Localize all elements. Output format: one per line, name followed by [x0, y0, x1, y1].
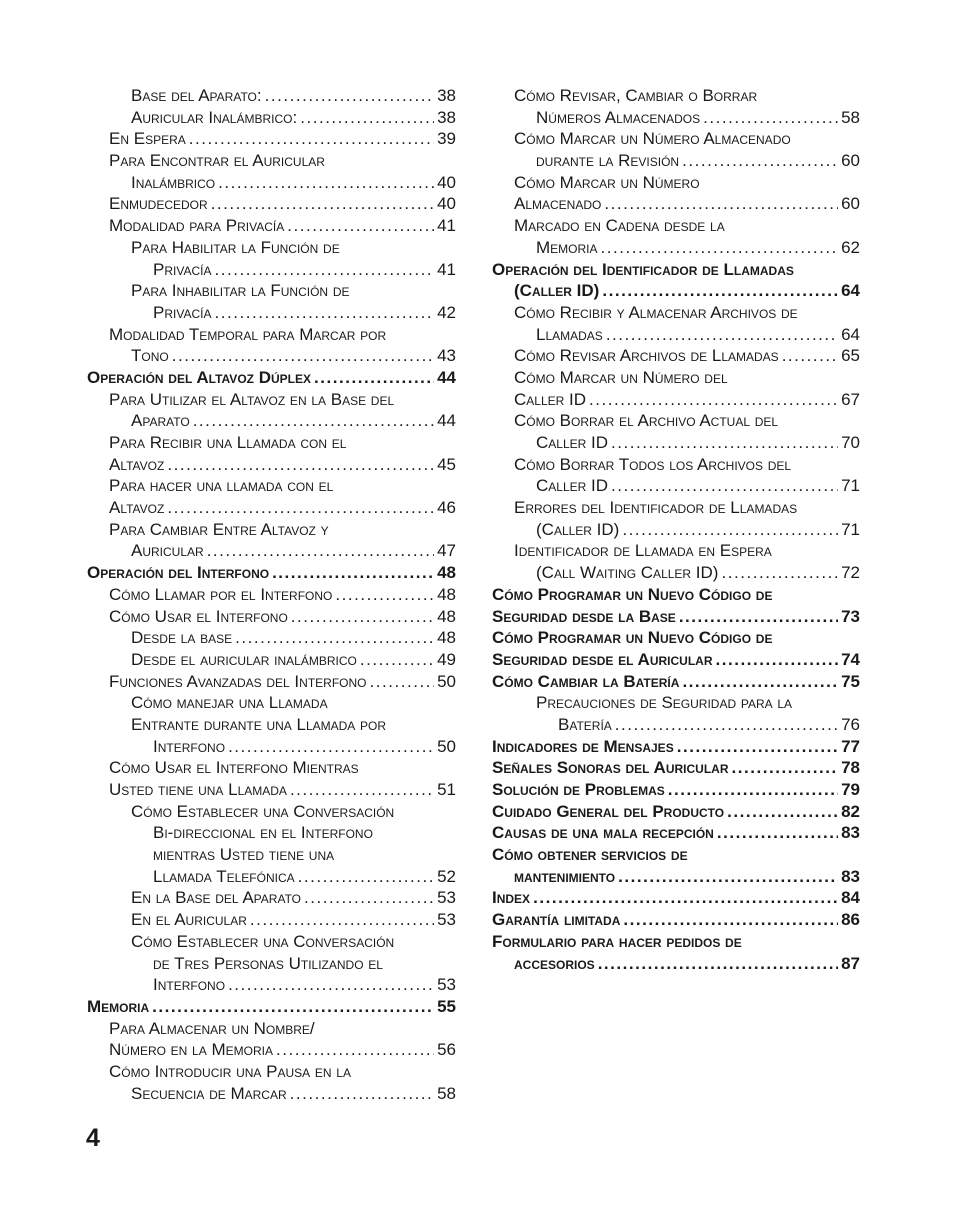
toc-section-entry — [492, 822, 860, 844]
toc-section-entry — [492, 757, 860, 779]
dot-leader — [604, 193, 838, 215]
toc-entry-title: Cómo manejar una Llamada — [131, 693, 328, 713]
toc-section-entry — [87, 367, 456, 389]
toc-entry-title: Memoria — [536, 237, 598, 257]
toc-page-number: 65 — [841, 346, 860, 366]
toc-entry-title: Operación del Altavoz Dúplex — [87, 367, 311, 387]
toc-entry-title: Para Almacenar un Nombre/ — [109, 1018, 315, 1038]
toc-entry-title: Cómo Introducir una Pausa en la — [109, 1061, 351, 1081]
toc-entry-title: Modalidad para Privacía — [109, 216, 285, 236]
dot-leader — [682, 671, 838, 693]
toc-entry — [87, 172, 456, 194]
toc-entry — [87, 606, 456, 628]
toc-entry-title: Precauciones de Seguridad para la — [536, 693, 793, 713]
toc-section-entry — [492, 627, 860, 649]
toc-page-number: 86 — [841, 910, 860, 930]
toc-page-number: 73 — [841, 606, 860, 626]
toc-entry-title: En la Base del Aparato — [131, 888, 302, 908]
toc-entry — [492, 302, 860, 324]
toc-entry — [492, 432, 860, 454]
toc-entry-title: Aparato — [131, 411, 190, 431]
dot-leader — [152, 996, 434, 1018]
dot-leader — [622, 519, 838, 541]
toc-page-number: 49 — [437, 649, 456, 669]
toc-entry-title: Para hacer una llamada con el — [109, 476, 334, 496]
toc-entry — [492, 454, 860, 476]
toc-page-number: 77 — [841, 736, 860, 756]
toc-entry-title: Privacía — [153, 259, 212, 279]
toc-entry — [492, 497, 860, 519]
toc-entry-title: Auricular — [131, 541, 204, 561]
toc-entry-title: Llamada Telefónica — [153, 866, 295, 886]
toc-entry-title: Cómo Marcar un Número — [514, 172, 700, 192]
toc-entry — [492, 519, 860, 541]
dot-leader — [533, 887, 838, 909]
toc-entry — [87, 887, 456, 909]
toc-page-number: 82 — [841, 801, 860, 821]
dot-leader — [228, 736, 434, 758]
toc-entry — [492, 128, 860, 150]
toc-page-number: 87 — [841, 953, 860, 973]
toc-section-entry — [492, 584, 860, 606]
toc-entry-title: Cómo Llamar por el Interfono — [109, 584, 333, 604]
dot-leader — [235, 627, 434, 649]
toc-entry — [87, 215, 456, 237]
toc-page-number: 55 — [437, 996, 456, 1016]
toc-page-number: 74 — [841, 649, 860, 669]
toc-entry — [87, 237, 456, 259]
dot-leader — [611, 475, 838, 497]
toc-entry-title: Enmudecedor — [109, 194, 208, 214]
toc-page-number: 60 — [841, 151, 860, 171]
dot-leader — [250, 909, 434, 931]
toc-page-number: 44 — [437, 367, 456, 387]
toc-entry-title: Cómo Establecer una Conversación — [131, 801, 395, 821]
toc-entry-title: Para Encontrar el Auricular — [109, 151, 325, 171]
toc-entry-title: Señales Sonoras del Auricular — [492, 758, 729, 778]
dot-leader — [189, 128, 434, 150]
toc-entry-title: Cómo Borrar el Archivo Actual del — [514, 411, 779, 431]
toc-section-entry — [87, 996, 456, 1018]
toc-entry-title: Cómo Revisar, Cambiar o Borrar — [514, 86, 758, 105]
toc-entry-title: Cómo Borrar Todos los Archivos del — [514, 454, 792, 474]
toc-entry-title: (Call Waiting Caller ID) — [536, 563, 719, 583]
toc-entry-title: Cómo Programar un Nuevo Código de — [492, 628, 773, 648]
dot-leader — [369, 671, 434, 693]
toc-page-number: 53 — [437, 910, 456, 930]
toc-entry-title: Cómo Recibir y Almacenar Archivos de — [514, 302, 798, 322]
dot-leader — [291, 606, 434, 628]
toc-section-entry — [492, 259, 860, 281]
toc-entry — [492, 540, 860, 562]
dot-leader — [214, 302, 434, 324]
toc-entry-title: Batería — [558, 714, 612, 734]
dot-leader — [314, 367, 434, 389]
dot-leader — [207, 540, 434, 562]
toc-page-number: 53 — [437, 888, 456, 908]
dot-leader — [290, 779, 434, 801]
toc-entry-title: durante la Revisión — [536, 151, 680, 171]
toc-page-number: 40 — [437, 172, 456, 192]
toc-section-entry — [492, 606, 860, 628]
toc-section-entry — [492, 649, 860, 671]
dot-leader — [589, 389, 838, 411]
toc-entry — [87, 757, 456, 779]
toc-section-entry — [492, 887, 860, 909]
toc-entry-title: Formulario para hacer pedidos de — [492, 931, 742, 951]
toc-entry-title: Para Cambiar Entre Altavoz y — [109, 519, 329, 539]
toc-entry — [87, 779, 456, 801]
toc-entry — [87, 345, 456, 367]
toc-page-number: 48 — [437, 606, 456, 626]
toc-entry — [87, 107, 456, 129]
toc-column-right — [492, 85, 860, 974]
dot-leader — [611, 432, 838, 454]
toc-section-entry — [492, 844, 860, 866]
toc-entry-title: Para Recibir una Llamada con el — [109, 433, 347, 452]
toc-entry — [87, 519, 456, 541]
toc-section-entry — [492, 779, 860, 801]
toc-entry — [87, 1018, 456, 1040]
toc-entry-title: mantenimiento — [514, 866, 616, 886]
toc-section-entry — [492, 931, 860, 953]
dot-leader — [335, 584, 434, 606]
toc-entry-title: Inalámbrico — [131, 172, 216, 192]
toc-section-entry — [87, 562, 456, 584]
toc-entry — [87, 302, 456, 324]
toc-entry — [492, 345, 860, 367]
toc-page-number: 48 — [437, 584, 456, 604]
toc-entry — [87, 454, 456, 476]
toc-entry-title: Seguridad desde la Base — [492, 606, 676, 626]
toc-page-number: 58 — [841, 107, 860, 127]
toc-entry — [492, 215, 860, 237]
dot-leader — [623, 909, 838, 931]
toc-entry — [87, 1039, 456, 1061]
toc-entry — [87, 193, 456, 215]
dot-leader — [298, 866, 434, 888]
dot-leader — [679, 606, 838, 628]
dot-leader — [304, 887, 434, 909]
toc-entry-title: Errores del Identificador de Llamadas — [514, 498, 798, 518]
dot-leader — [682, 150, 838, 172]
toc-entry-title: Para Utilizar el Altavoz en la Base del — [109, 389, 395, 409]
toc-page-number: 38 — [437, 86, 456, 105]
toc-page-number: 70 — [841, 433, 860, 452]
dot-leader — [300, 107, 434, 129]
toc-entry — [87, 692, 456, 714]
toc-page-number: 53 — [437, 975, 456, 995]
toc-entry — [87, 497, 456, 519]
dot-leader — [218, 172, 434, 194]
toc-entry — [87, 389, 456, 411]
toc-page-number: 75 — [841, 671, 860, 691]
toc-entry-title: Marcado en Cadena desde la — [514, 216, 725, 236]
dot-leader — [606, 324, 838, 346]
toc-entry — [492, 389, 860, 411]
toc-entry-title: accesorios — [514, 953, 595, 973]
dot-leader — [732, 757, 839, 779]
dot-leader — [167, 454, 434, 476]
toc-entry-title: Número en la Memoria — [109, 1040, 273, 1060]
toc-entry-title: Secuencia de Marcar — [131, 1083, 287, 1103]
toc-entry-title: Cómo Programar un Nuevo Código de — [492, 584, 773, 604]
toc-page-number: 72 — [841, 563, 860, 583]
toc-entry — [492, 714, 860, 736]
toc-entry — [87, 1061, 456, 1083]
toc-entry — [87, 844, 456, 866]
dot-leader — [287, 215, 434, 237]
dot-leader — [615, 714, 838, 736]
page-number: 4 — [86, 1124, 100, 1152]
dot-leader — [703, 107, 838, 129]
toc-entry-title: Cómo Establecer una Conversación — [131, 931, 395, 951]
toc-page-number: 50 — [437, 671, 456, 691]
toc-entry — [87, 866, 456, 888]
dot-leader — [717, 822, 838, 844]
toc-page-number: 44 — [437, 411, 456, 431]
dot-leader — [228, 974, 434, 996]
toc-entry-title: Para Habilitar la Función de — [131, 237, 340, 257]
toc-entry — [492, 193, 860, 215]
toc-entry-title: Usted tiene una Llamada — [109, 780, 287, 799]
toc-entry-title: Cómo Marcar un Número del — [514, 367, 728, 387]
dot-leader — [677, 736, 838, 758]
toc-section-entry — [492, 909, 860, 931]
toc-section-entry — [492, 280, 860, 302]
toc-page-number: 47 — [437, 541, 456, 561]
toc-entry — [87, 475, 456, 497]
toc-page-number: 56 — [437, 1040, 456, 1060]
dot-leader — [167, 497, 434, 519]
toc-entry — [87, 714, 456, 736]
dot-leader — [276, 1039, 434, 1061]
toc-entry — [492, 367, 860, 389]
toc-section-entry — [492, 866, 860, 888]
toc-page-number: 48 — [437, 628, 456, 648]
toc-entry-title: Almacenado — [514, 194, 602, 214]
toc-page-number: 64 — [841, 324, 860, 344]
toc-entry — [87, 649, 456, 671]
toc-entry-title: Desde la base — [131, 628, 233, 648]
toc-entry-title: Tono — [131, 346, 169, 366]
dot-leader — [214, 259, 434, 281]
toc-entry — [87, 953, 456, 975]
toc-entry-title: Altavoz — [109, 498, 165, 518]
toc-section-entry — [492, 801, 860, 823]
toc-page-number: 58 — [437, 1083, 456, 1103]
dot-leader — [272, 562, 434, 584]
toc-entry-title: Privacía — [153, 302, 212, 322]
toc-entry — [87, 909, 456, 931]
toc-page-number: 39 — [437, 129, 456, 149]
toc-page-number: 46 — [437, 498, 456, 518]
toc-entry — [492, 562, 860, 584]
toc-entry-title: Cómo obtener servicios de — [492, 845, 688, 865]
toc-entry — [492, 410, 860, 432]
toc-entry — [87, 280, 456, 302]
toc-entry — [87, 627, 456, 649]
toc-entry-title: Cómo Revisar Archivos de Llamadas — [514, 346, 779, 366]
toc-page-number: 60 — [841, 194, 860, 214]
toc-entry — [492, 172, 860, 194]
toc-entry — [87, 584, 456, 606]
toc-entry — [87, 128, 456, 150]
toc-entry-title: Solución de Problemas — [492, 780, 665, 799]
toc-entry-title: mientras Usted tiene una — [153, 845, 335, 865]
toc-page-number: 64 — [841, 281, 860, 301]
toc-entry-title: Caller ID — [514, 389, 587, 409]
toc-entry-title: Causas de una mala recepción — [492, 823, 714, 843]
toc-entry-title: Caller ID — [536, 433, 609, 452]
dot-leader — [716, 649, 839, 671]
toc-page-number: 84 — [841, 888, 860, 908]
toc-entry — [87, 85, 456, 107]
toc-page-number: 76 — [841, 714, 860, 734]
toc-entry-title: En Espera — [109, 129, 186, 149]
toc-entry-title: Modalidad Temporal para Marcar por — [109, 324, 387, 344]
toc-entry-title: Operación del Identificador de Llamadas — [492, 259, 794, 279]
toc-entry-title: Garantía limitada — [492, 910, 621, 930]
toc-entry-title: Auricular Inalámbrico: — [131, 107, 298, 127]
toc-entry-title: Memoria — [87, 996, 150, 1016]
toc-entry-title: Bi-direccional en el Interfono — [153, 823, 373, 843]
toc-page-number: 83 — [841, 866, 860, 886]
toc-section-entry — [492, 671, 860, 693]
toc-page-number: 71 — [841, 476, 860, 496]
toc-entry-title: Seguridad desde el Auricular — [492, 649, 713, 669]
toc-entry — [492, 237, 860, 259]
toc-section-entry — [492, 736, 860, 758]
toc-entry-title: Números Almacenados — [536, 107, 701, 127]
toc-entry-title: Interfono — [153, 736, 226, 756]
toc-entry — [87, 410, 456, 432]
toc-entry-title: Entrante durante una Llamada por — [131, 714, 387, 734]
dot-leader — [290, 1083, 434, 1105]
toc-entry-title: Cuidado General del Producto — [492, 801, 725, 821]
toc-page-number: 38 — [437, 107, 456, 127]
toc-page-number: 62 — [841, 237, 860, 257]
toc-page-number: 41 — [437, 216, 456, 236]
dot-leader — [668, 779, 838, 801]
toc-page-number: 45 — [437, 454, 456, 474]
toc-entry — [87, 150, 456, 172]
toc-page-number: 51 — [437, 780, 456, 799]
toc-page-number: 43 — [437, 346, 456, 366]
dot-leader — [601, 237, 839, 259]
toc-entry-title: Cómo Marcar un Número Almacenado — [514, 129, 791, 149]
toc-entry-title: Indicadores de Mensajes — [492, 736, 674, 756]
toc-entry-title: Interfono — [153, 975, 226, 995]
toc-entry — [87, 324, 456, 346]
toc-entry — [492, 475, 860, 497]
toc-entry — [87, 931, 456, 953]
toc-entry-title: En el Auricular — [131, 910, 247, 930]
dot-leader — [618, 866, 838, 888]
toc-entry-title: Cómo Usar el Interfono — [109, 606, 288, 626]
toc-column-left — [87, 85, 456, 1104]
toc-entry-title: Index — [492, 888, 531, 908]
toc-entry — [492, 150, 860, 172]
toc-page-number: 67 — [841, 389, 860, 409]
toc-entry-title: Desde el auricular inalámbrico — [131, 649, 357, 669]
toc-entry — [87, 671, 456, 693]
toc-entry — [492, 85, 860, 107]
toc-entry-title: Para Inhabilitar la Función de — [131, 281, 350, 301]
toc-entry — [492, 107, 860, 129]
toc-page-number: 79 — [841, 780, 860, 799]
dot-leader — [172, 345, 434, 367]
toc-entry-title: Llamadas — [536, 324, 603, 344]
toc-entry-title: (Caller ID) — [536, 519, 620, 539]
dot-leader — [598, 953, 838, 975]
toc-entry — [87, 801, 456, 823]
toc-entry-title: Altavoz — [109, 454, 165, 474]
toc-entry-title: Identificador de Llamada en Espera — [514, 541, 772, 561]
toc-section-entry — [492, 953, 860, 975]
toc-page-number: 40 — [437, 194, 456, 214]
dot-leader — [360, 649, 434, 671]
toc-entry — [87, 822, 456, 844]
toc-entry — [87, 974, 456, 996]
toc-entry — [87, 1083, 456, 1105]
toc-entry-title: de Tres Personas Utilizando el — [153, 953, 383, 973]
toc-page-number: 41 — [437, 259, 456, 279]
toc-entry — [87, 432, 456, 454]
dot-leader — [782, 345, 838, 367]
dot-leader — [211, 193, 434, 215]
toc-entry-title: Operación del Interfono — [87, 563, 270, 583]
dot-leader — [721, 562, 838, 584]
toc-page-number: 78 — [841, 758, 860, 778]
dot-leader — [193, 410, 434, 432]
toc-entry — [87, 259, 456, 281]
toc-entry-title: Cómo Usar el Interfono Mientras — [109, 758, 359, 778]
toc-entry — [492, 324, 860, 346]
dot-leader — [727, 801, 838, 823]
toc-page-number: 50 — [437, 736, 456, 756]
toc-page-number: 71 — [841, 519, 860, 539]
toc-page-number: 42 — [437, 302, 456, 322]
toc-entry — [492, 692, 860, 714]
toc-entry-title: Base del Aparato: — [131, 86, 262, 105]
toc-entry-title: (Caller ID) — [514, 281, 600, 301]
dot-leader — [265, 85, 434, 107]
toc-page-number: 52 — [437, 866, 456, 886]
toc-entry-title: Cómo Cambiar la Batería — [492, 671, 680, 691]
toc-entry-title: Funciones Avanzadas del Interfono — [109, 671, 367, 691]
toc-page-number: 48 — [437, 563, 456, 583]
toc-page-number: 83 — [841, 823, 860, 843]
toc-entry — [87, 540, 456, 562]
toc-entry-title: Caller ID — [536, 476, 609, 496]
dot-leader — [602, 280, 838, 302]
toc-entry — [87, 736, 456, 758]
